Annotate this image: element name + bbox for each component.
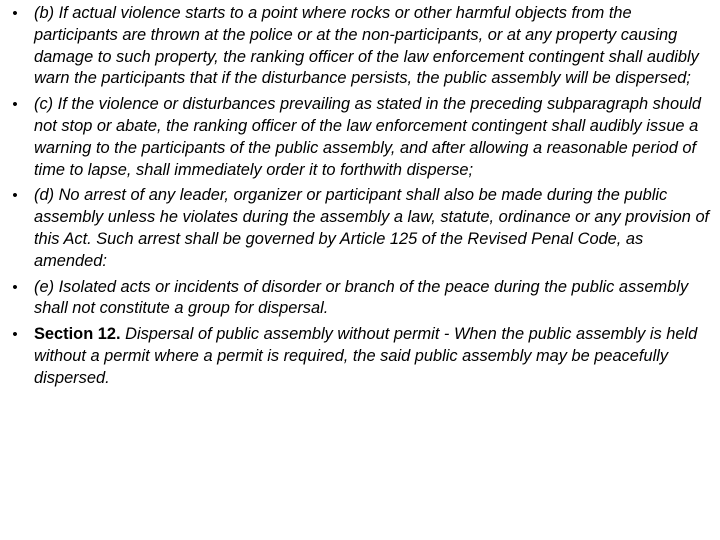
bullet-text: Dispersal of public assembly without permit - When the public assembly is held without a permit where a permit is required, the said public assembly may be peacefully dispersed. xyxy=(34,325,698,387)
bullet-item-c xyxy=(8,94,714,181)
bullet-text: (c) If the violence or disturbances prevailing as stated in the preceding subparagraph should not stop or abate, the ranking officer of the law enforcement contingent shall audibly issue a warning to the participants of the public assembly, and after allowing a reasonable period of time to lapse, shall immediately order it to forthwith disperse; xyxy=(34,95,701,179)
section-label: Section 12. xyxy=(34,325,121,344)
bullet-text: (d) No arrest of any leader, organizer or participant shall also be made during the public assembly unless he violates during the assembly a law, statute, ordinance or any provision of this Act. Such arrest shall be governed by Article 125 of the Revised Penal Code, as amended: xyxy=(34,186,710,270)
bullet-icon: • xyxy=(12,278,18,296)
bullet-item-d xyxy=(8,185,714,272)
bullet-icon: • xyxy=(12,326,18,344)
bullet-text: (e) Isolated acts or incidents of disorder or branch of the peace during the public assembly shall not constitute a group for dispersal. xyxy=(34,277,689,318)
bullet-item-b xyxy=(8,3,714,90)
bullet-text: (b) If actual violence starts to a point where rocks or other harmful objects from the participants are thrown at the police or at the non-participants, or at any property causing damage to such property, the ranking officer of the law enforcement contingent shall audibly warn the participants that if the disturbance persists, the public assembly will be dispersed; xyxy=(34,4,699,88)
bullet-list xyxy=(8,3,714,394)
bullet-item-e xyxy=(8,277,714,321)
bullet-icon: • xyxy=(12,96,18,114)
bullet-item-section-12 xyxy=(8,324,714,389)
bullet-icon: • xyxy=(12,187,18,205)
bullet-icon: • xyxy=(12,5,18,22)
